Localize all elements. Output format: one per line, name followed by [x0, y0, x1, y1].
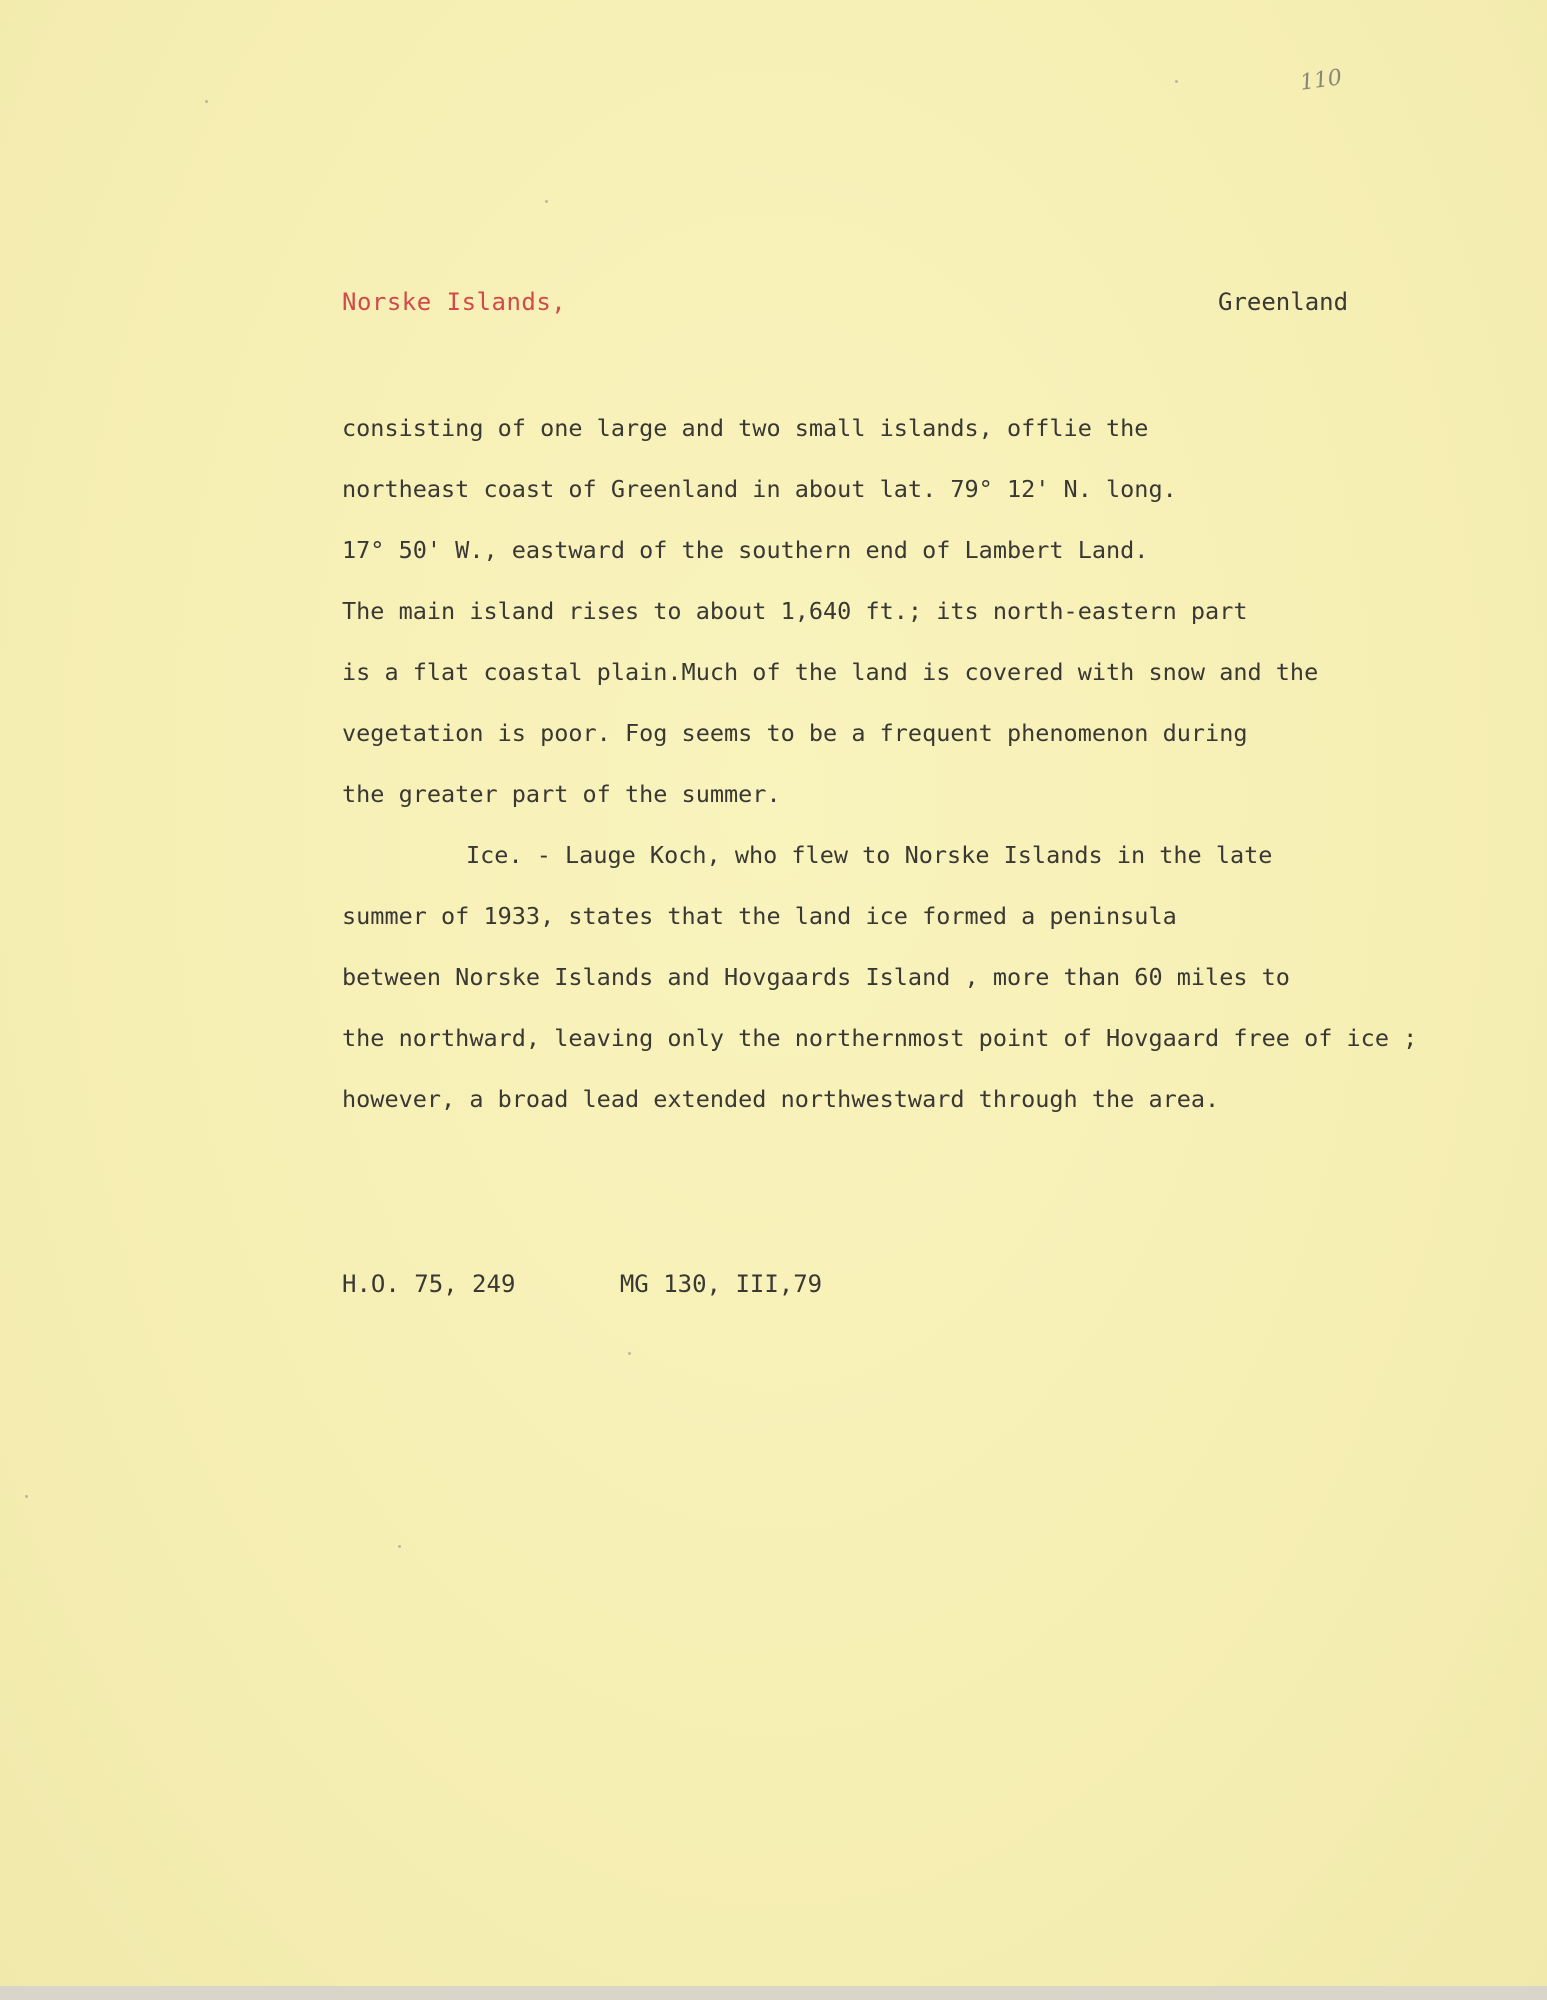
- scan-edge: [0, 1986, 1547, 2000]
- body-line: however, a broad lead extended northwestward through the area.: [342, 1085, 1220, 1113]
- body-line: vegetation is poor. Fog seems to be a frequent phenomenon during: [342, 719, 1248, 747]
- body-line: between Norske Islands and Hovgaards Island , more than 60 miles to: [342, 963, 1290, 991]
- entry-region: Greenland: [1218, 288, 1349, 316]
- paper-speck: [628, 1352, 631, 1355]
- reference-mg: MG 130, III,79: [619, 1270, 823, 1298]
- paper-speck: [545, 200, 548, 203]
- body-line: northeast coast of Greenland in about lat. 79° 12' N. long.: [342, 475, 1177, 503]
- body-line: consisting of one large and two small islands, offlie the: [342, 414, 1149, 442]
- reference-ho: H.O. 75, 249: [342, 1270, 516, 1298]
- body-line: Ice. - Lauge Koch, who flew to Norske Islands in the late: [466, 841, 1273, 869]
- body-line: the greater part of the summer.: [342, 780, 781, 808]
- paper-speck: [25, 1495, 28, 1498]
- source-references: [342, 1270, 822, 1298]
- body-line: the northward, leaving only the northernmost point of Hovgaard free of ice ;: [342, 1024, 1418, 1052]
- entry-body: [342, 408, 1492, 1140]
- body-line: summer of 1933, states that the land ice formed a peninsula: [342, 902, 1177, 930]
- body-line: The main island rises to about 1,640 ft.; its north-eastern part: [342, 597, 1248, 625]
- body-line: is a flat coastal plain.Much of the land is covered with snow and the: [342, 658, 1319, 686]
- page-number: 110: [1298, 65, 1344, 96]
- body-line: 17° 50' W., eastward of the southern end of Lambert Land.: [342, 536, 1149, 564]
- paper-speck: [205, 100, 208, 103]
- paper-speck: [1175, 80, 1178, 83]
- paper-speck: [398, 1545, 401, 1548]
- entry-title: Norske Islands,: [342, 288, 567, 316]
